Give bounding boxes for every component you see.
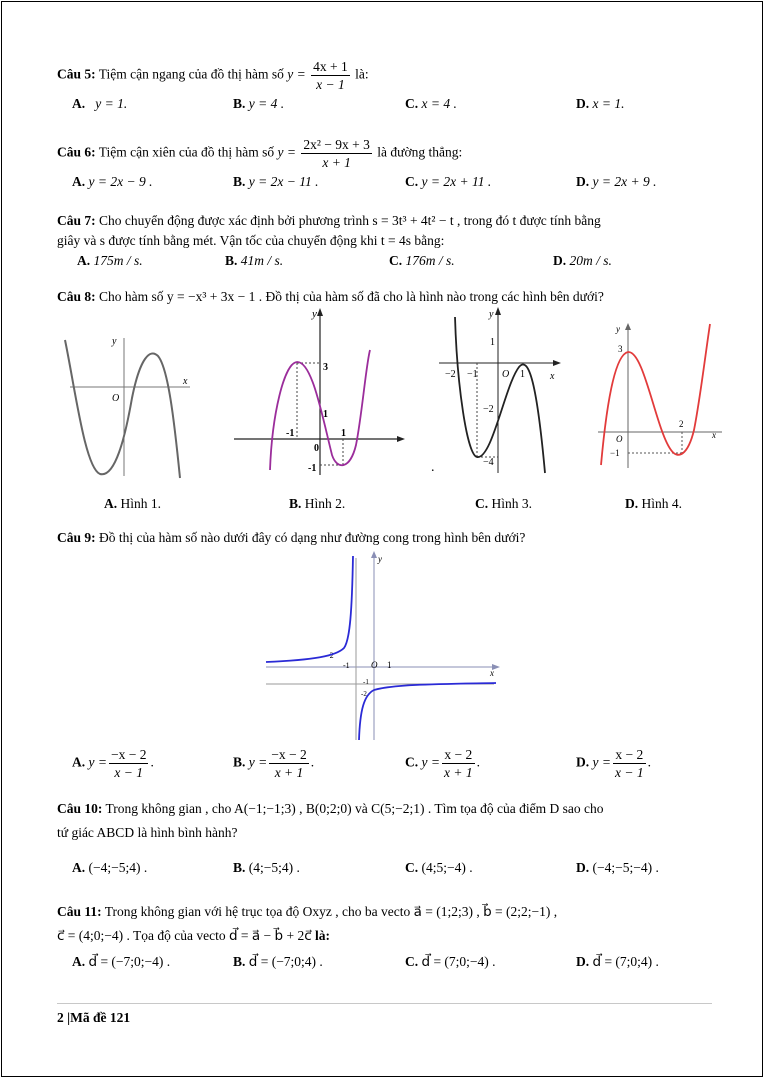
question-text: Cho hàm số y = −x³ + 3x − 1 . Đồ thị của hàm số đã cho là hình nào trong các hình bên dưới? (99, 289, 604, 304)
tick-label: −2 (483, 404, 494, 415)
question-text: Trong không gian , cho A(−1;−1;3) , B(0;2;0) và C(5;−2;1) . Tìm tọa độ của điểm D sao cho (105, 801, 604, 816)
graph-figure-4[interactable] (596, 320, 726, 470)
tick-label: 1 (520, 369, 525, 380)
option-c[interactable] (405, 954, 496, 970)
option-label: C. (405, 754, 419, 770)
option-text: (4;5;−4) . (421, 860, 473, 875)
y-arrow (317, 308, 323, 316)
question-text: Đồ thị của hàm số nào dưới đây có dạng như đường cong trong hình bên dưới? (99, 530, 526, 545)
option-text: d⃗ = (−7;0;4) . (248, 954, 323, 969)
option-a[interactable] (72, 96, 127, 112)
numerator: −x − 2 (110, 747, 147, 762)
tick-label: 3 (323, 362, 328, 373)
option-label: A. (72, 754, 86, 770)
question-8 (57, 287, 712, 307)
question-9 (57, 528, 712, 548)
graph-figure-1[interactable] (60, 328, 195, 480)
options-q6 (57, 174, 712, 196)
option-d[interactable] (576, 954, 659, 970)
tick-label: −1 (467, 369, 478, 380)
option-label: B. (233, 174, 246, 189)
option-d[interactable] (576, 860, 659, 876)
numerator: −x − 2 (271, 747, 307, 762)
option-text: 175m / s. (93, 253, 143, 268)
option-d[interactable] (576, 96, 624, 112)
y-label: y (489, 309, 494, 320)
y-arrow (495, 307, 501, 315)
option-label: C. (405, 860, 419, 875)
numerator: 4x + 1 (313, 59, 348, 74)
x-label: x (183, 376, 188, 387)
question-line (57, 211, 712, 231)
option-text: d⃗ = (7;0;4) . (592, 954, 659, 969)
option-label: B. (233, 754, 246, 770)
option-label: D. (576, 174, 590, 189)
denominator: x − 1 (316, 77, 345, 92)
question-line: tứ giác ABCD là hình bình hành? (57, 825, 238, 840)
caption-figure-1[interactable] (104, 496, 161, 512)
options-q11 (57, 954, 712, 976)
tick-label: -1 (286, 428, 295, 439)
x-label: x (712, 430, 716, 440)
option-text: (4;−5;4) . (248, 860, 300, 875)
option-c[interactable] (405, 746, 480, 781)
question-10 (57, 797, 712, 845)
x-label: x (490, 668, 494, 678)
denominator: x − 1 (114, 765, 144, 780)
tick-label: -2 (327, 651, 334, 660)
option-c[interactable] (405, 96, 457, 112)
question-line (57, 900, 712, 924)
origin-label: O (112, 393, 120, 404)
question-line (57, 797, 712, 821)
y-label: y (616, 324, 620, 334)
question-label: Câu 11: (57, 904, 102, 919)
tick-label: −4 (483, 457, 494, 468)
question-label: Câu 7: (57, 213, 96, 228)
option-label: C. (475, 496, 489, 511)
option-text: Hình 1. (120, 496, 161, 511)
option-a[interactable] (77, 253, 143, 269)
option-text: Hình 3. (491, 496, 532, 511)
option-text: d⃗ = (7;0;−4) . (421, 954, 496, 969)
option-text: 176m / s. (405, 253, 455, 268)
option-a[interactable] (72, 174, 152, 190)
option-a[interactable] (72, 954, 170, 970)
question-6 (57, 136, 712, 171)
y-equals: y = (88, 754, 107, 770)
tick-label: −1 (610, 448, 620, 458)
y-equals: y = (421, 754, 440, 770)
option-tail: . (647, 754, 651, 770)
option-b[interactable] (233, 746, 314, 781)
option-label: C. (405, 954, 419, 969)
y-equals: y = (287, 66, 306, 82)
numerator: x − 2 (442, 746, 475, 764)
y-arrow (625, 323, 631, 330)
question-text: Trong không gian với hệ trục tọa độ Oxyz , cho ba vecto a⃗ = (1;2;3) , b⃗ = (2;2;−1) , (104, 904, 558, 919)
option-text: 41m / s. (240, 253, 284, 268)
question-5 (57, 58, 712, 93)
fraction (311, 58, 350, 93)
origin-label: O (502, 369, 510, 380)
left-branch (266, 556, 353, 662)
option-label: B. (233, 96, 246, 111)
y-equals: y = (277, 144, 296, 160)
denominator: x + 1 (443, 765, 473, 780)
fraction (301, 136, 372, 171)
option-text: (−4;−5;4) . (88, 860, 148, 875)
option-b[interactable] (233, 174, 318, 190)
denominator: x + 1 (322, 155, 351, 170)
option-label: D. (576, 954, 590, 969)
tick-label: −2 (445, 369, 456, 380)
option-text: Hình 4. (641, 496, 682, 511)
option-c[interactable] (405, 860, 473, 876)
origin-label: O (371, 660, 378, 670)
y-arrow (371, 551, 377, 558)
question-label: Câu 6: (57, 144, 96, 160)
option-a[interactable] (72, 860, 147, 876)
options-q10 (57, 860, 712, 882)
tick-label: -2 (361, 690, 367, 698)
question-label: Câu 9: (57, 530, 96, 545)
option-label: A. (72, 954, 86, 969)
question-label: Câu 8: (57, 289, 96, 304)
option-label: C. (405, 174, 419, 189)
curve (65, 340, 180, 478)
option-label: C. (389, 253, 403, 268)
option-label: D. (576, 96, 590, 111)
tick-label: 3 (618, 344, 623, 354)
tick-label: 1 (387, 660, 392, 670)
option-label: A. (72, 860, 86, 875)
options-q7 (57, 253, 712, 275)
numerator: 2x² − 9x + 3 (303, 137, 370, 152)
fraction (613, 746, 646, 781)
denominator: x + 1 (274, 765, 304, 780)
question-7 (57, 211, 712, 251)
option-label: A. (77, 253, 91, 268)
caption-figure-2[interactable] (289, 496, 345, 512)
question-text: Cho chuyển động được xác định bởi phương trình s = 3t³ + 4t² − t , trong đó t được tính bằng (99, 213, 601, 228)
option-label: D. (576, 860, 590, 875)
denominator: x − 1 (614, 765, 644, 780)
options-q5 (57, 96, 712, 118)
option-c[interactable] (389, 253, 455, 269)
origin-label: O (616, 434, 623, 444)
figure-captions-q8 (57, 496, 712, 518)
dot-mark: . (431, 460, 435, 475)
graph-figure-2[interactable] (232, 305, 407, 477)
y-label: y (312, 308, 317, 320)
option-tail: . (310, 754, 315, 770)
option-label: D. (553, 253, 567, 268)
option-b[interactable] (233, 96, 284, 112)
tick-label: -1 (308, 463, 317, 474)
option-label: D. (576, 754, 590, 770)
option-label: C. (405, 96, 419, 111)
origin-label: 0 (314, 443, 319, 454)
hyperbola-graph[interactable] (264, 550, 504, 742)
option-b[interactable] (233, 954, 323, 970)
option-text: 20m / s. (569, 253, 612, 268)
numerator: x − 2 (613, 746, 646, 764)
option-d[interactable] (576, 746, 651, 781)
y-label: y (112, 336, 117, 347)
option-text: d⃗ = (−7;0;−4) . (88, 954, 171, 969)
option-b[interactable] (233, 860, 300, 876)
y-label: y (378, 554, 382, 564)
option-b[interactable] (225, 253, 283, 269)
y-equals: y = (592, 754, 611, 770)
fraction (442, 746, 475, 781)
tick-label: 1 (323, 409, 328, 420)
option-tail: . (150, 754, 154, 770)
tick-label: -1 (363, 678, 369, 686)
graph-figure-3[interactable] (437, 305, 564, 475)
options-q9 (57, 746, 712, 790)
option-text: Hình 2. (304, 496, 346, 511)
option-text: (−4;−5;−4) . (592, 860, 659, 875)
option-label: B. (289, 496, 302, 511)
option-text: y = 2x − 11 . (248, 174, 319, 189)
y-equals: y = (248, 754, 268, 770)
option-text: x = 4 . (421, 96, 457, 111)
question-text: c⃗ = (4;0;−4) . Tọa độ của vecto d⃗ = a⃗ − b⃗ + 2c⃗ (57, 928, 312, 943)
option-label: B. (225, 253, 238, 268)
tick-label: -1 (343, 661, 350, 670)
option-label: B. (233, 954, 246, 969)
question-tail: là đường thẳng: (377, 144, 463, 160)
x-arrow (397, 436, 405, 442)
question-label: Câu 10: (57, 801, 103, 816)
option-text: y = 4 . (248, 96, 285, 111)
option-text: y = 1. (95, 96, 128, 111)
x-arrow (553, 360, 561, 366)
tick-label: 1 (341, 428, 346, 439)
curve (455, 317, 545, 473)
question-line (57, 924, 712, 948)
option-d[interactable] (576, 174, 656, 190)
tick-label: 1 (490, 337, 495, 348)
question-11 (57, 900, 712, 948)
option-text: y = 2x + 9 . (592, 174, 657, 189)
option-tail: . (476, 754, 480, 770)
question-text: Tiệm cận ngang của đồ thị hàm số (98, 66, 284, 82)
option-text: x = 1. (592, 96, 625, 111)
fraction (109, 746, 148, 781)
option-label: A. (104, 496, 118, 511)
option-label: D. (625, 496, 639, 511)
option-text: y = 2x + 11 . (421, 174, 492, 189)
caption-figure-3[interactable] (475, 496, 532, 512)
page-footer: 2 |Mã đề 121 (57, 1003, 712, 1026)
option-label: A. (72, 96, 86, 111)
option-a[interactable] (72, 746, 154, 781)
question-tail: là: (315, 928, 331, 943)
option-label: B. (233, 860, 246, 875)
fraction (269, 746, 308, 781)
question-line: giây và s được tính bằng mét. Vận tốc của chuyển động khi t = 4s bằng: (57, 233, 445, 248)
right-branch (359, 683, 496, 740)
question-text: Tiệm cận xiên của đồ thị hàm số (98, 144, 275, 160)
option-d[interactable] (553, 253, 612, 269)
option-label: A. (72, 174, 86, 189)
option-text: y = 2x − 9 . (88, 174, 153, 189)
question-tail: là: (355, 66, 369, 82)
x-label: x (550, 371, 555, 382)
caption-figure-4[interactable] (625, 496, 682, 512)
question-label: Câu 5: (57, 66, 96, 82)
tick-label: 2 (679, 419, 684, 429)
option-c[interactable] (405, 174, 491, 190)
